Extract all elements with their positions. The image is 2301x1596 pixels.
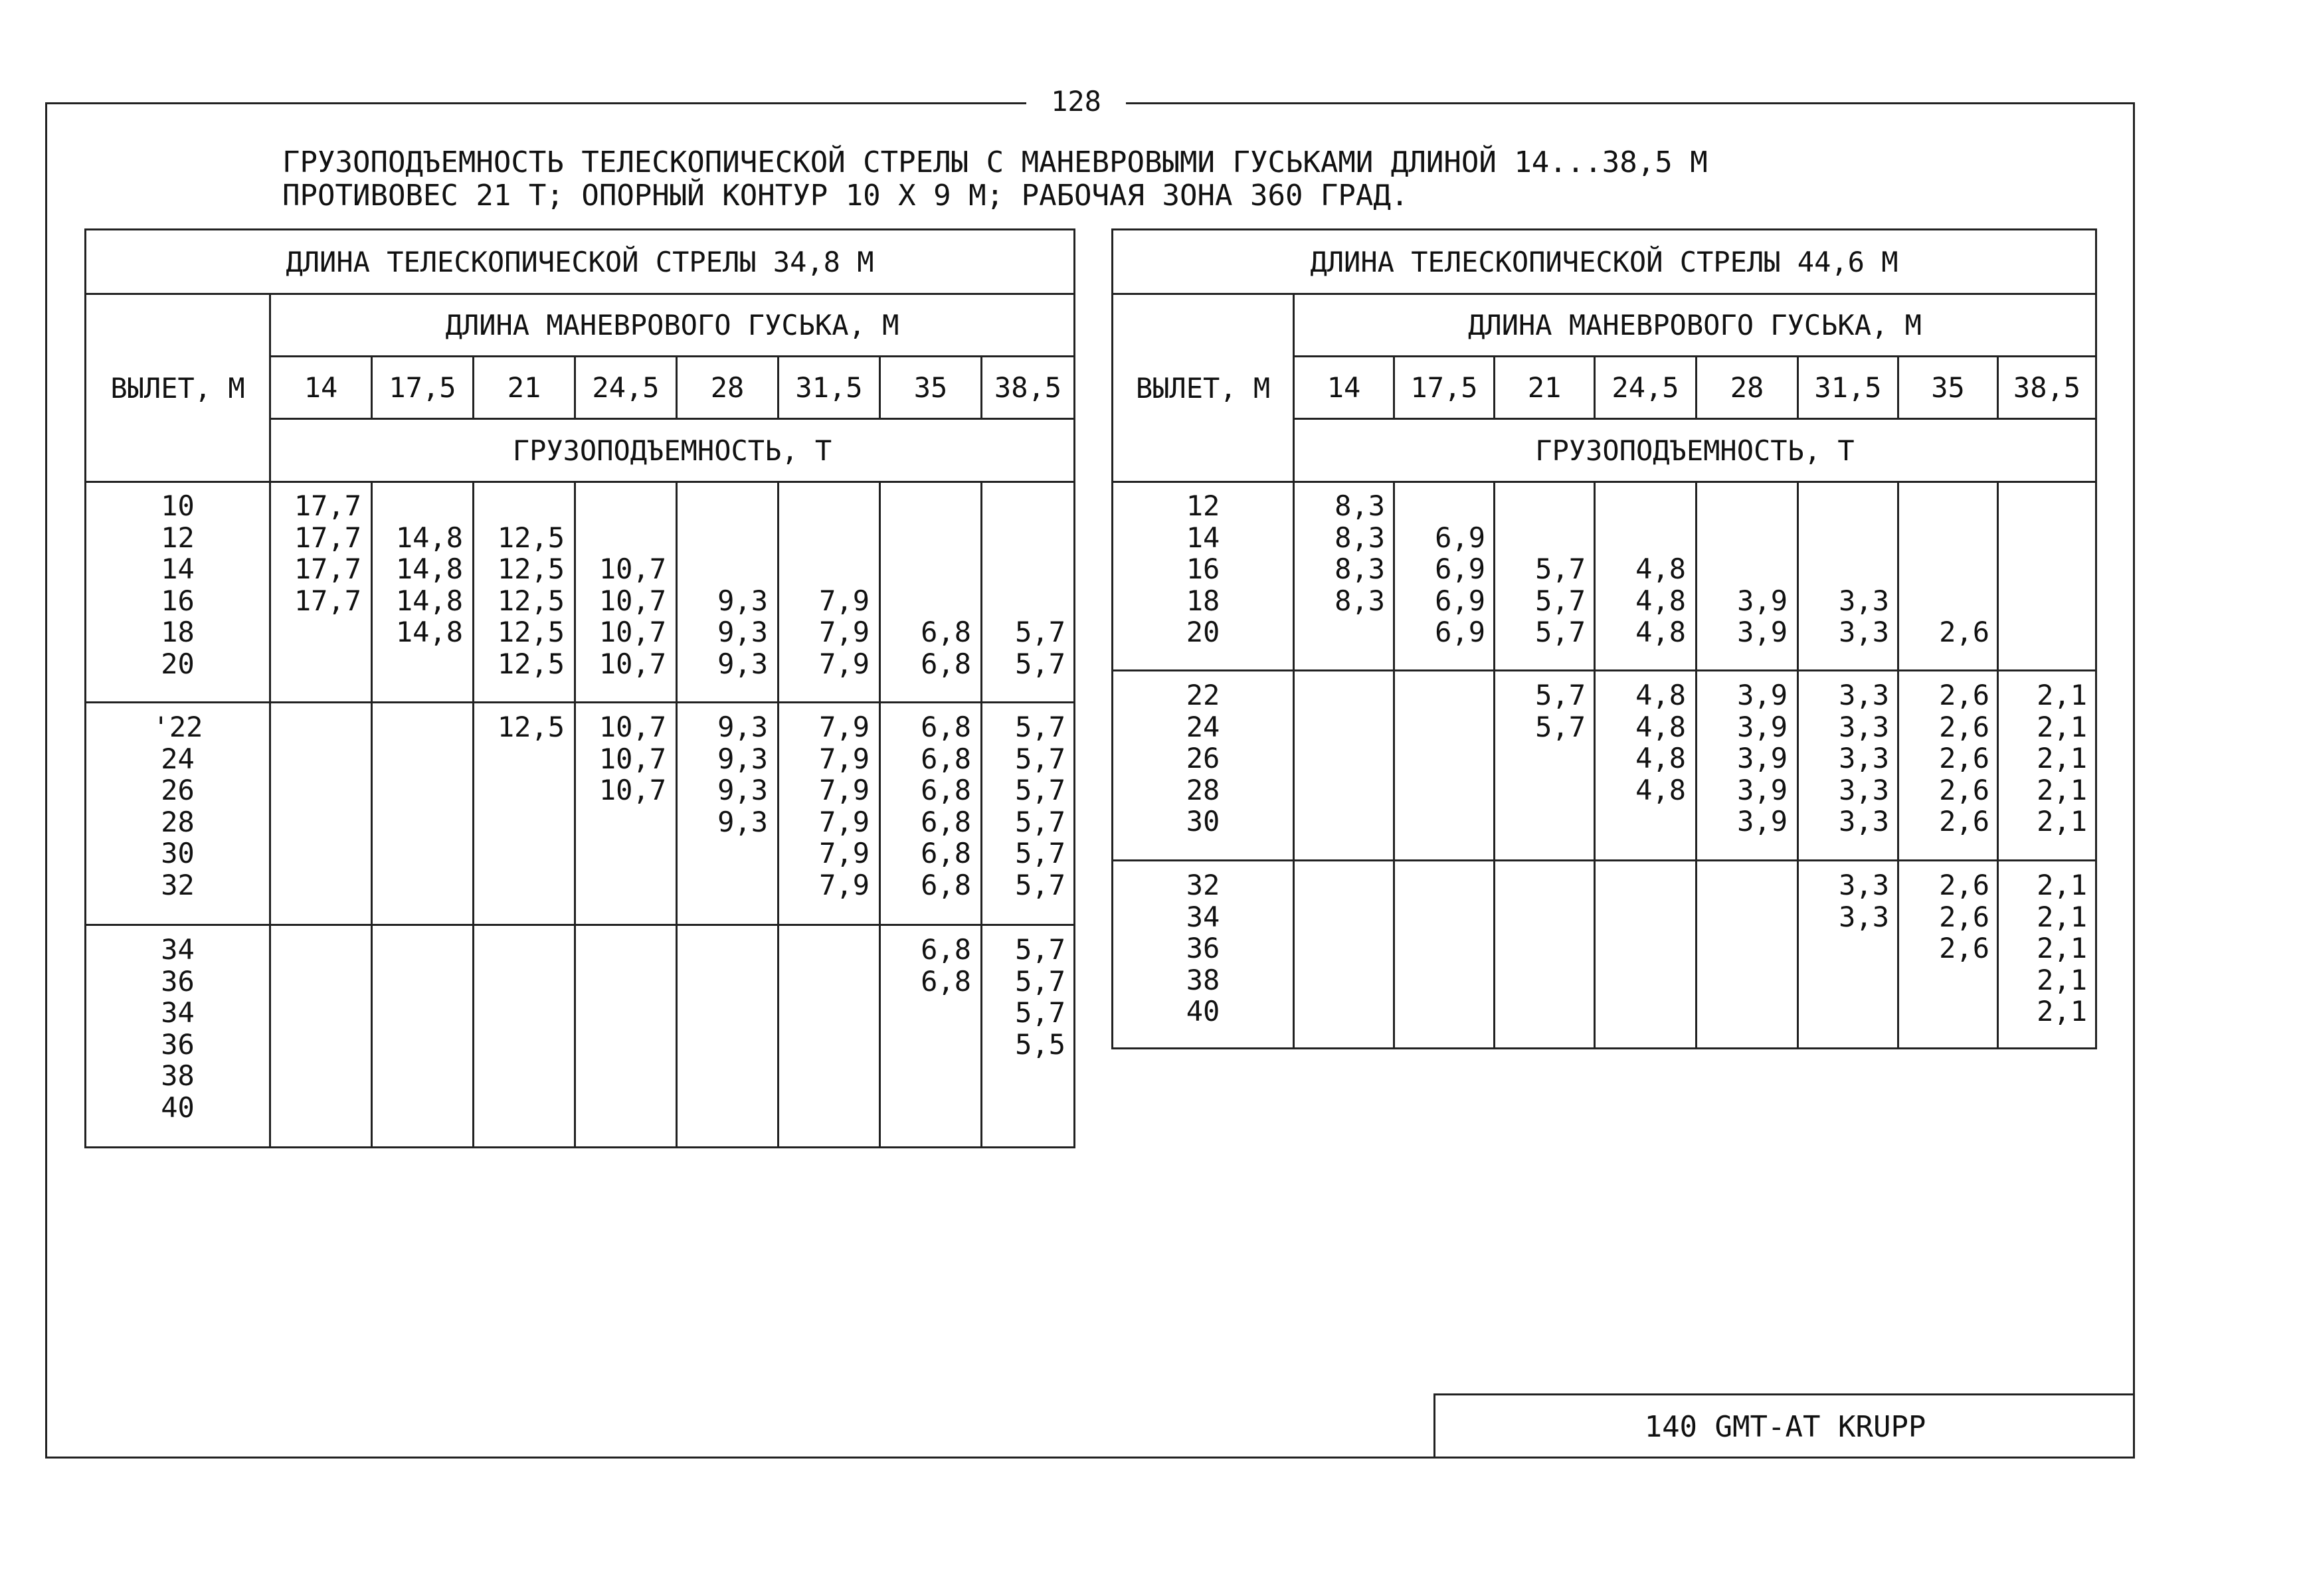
- capacity-header: ГРУЗОПОДЪЕМНОСТЬ, Т: [512, 434, 832, 467]
- jib-length-31-5: 31,5: [795, 371, 863, 404]
- capacity-column: 9,3 9,3 9,3 9,3: [717, 711, 768, 838]
- capacity-column: 3,3 3,3: [1839, 869, 1889, 933]
- boom-length-header: ДЛИНА ТЕЛЕСКОПИЧЕСКОЙ СТРЕЛЫ 44,6 М: [1310, 245, 1898, 278]
- capacity-header: ГРУЗОПОДЪЕМНОСТЬ, Т: [1535, 434, 1855, 467]
- capacity-column: 5,7 5,7: [1535, 679, 1586, 743]
- jib-length-24-5: 24,5: [1611, 371, 1679, 404]
- jib-length-35: 35: [1931, 371, 1965, 404]
- jib-length-28: 28: [1730, 371, 1764, 404]
- jib-length-35: 35: [913, 371, 948, 404]
- table-left: [84, 228, 1075, 1148]
- jib-length-38-5: 38,5: [2013, 371, 2081, 404]
- capacity-column: 8,3 8,3 8,3 8,3: [1335, 489, 1385, 617]
- capacity-column: 5,7 5,7: [1015, 616, 1065, 680]
- capacity-column: 7,9 7,9 7,9: [819, 584, 870, 680]
- capacity-column: 17,7 17,7 17,7 17,7: [294, 489, 361, 617]
- jib-length-31-5: 31,5: [1814, 371, 1882, 404]
- radius-header: ВЫЛЕТ, М: [1135, 371, 1271, 404]
- jib-length-28: 28: [710, 371, 745, 404]
- capacity-column: 6,8 6,8 6,8 6,8 6,8 6,8: [921, 711, 971, 901]
- capacity-column: 5,7 5,7 5,7 5,7 5,7 5,7: [1015, 711, 1065, 901]
- capacity-column: 10,7 10,7 10,7 10,7: [598, 553, 666, 680]
- capacity-column: 3,9 3,9: [1737, 584, 1788, 648]
- capacity-column: 2,6 2,6 2,6 2,6 2,6: [1939, 679, 1989, 838]
- radius-values: 12 14 16 18 20: [1186, 489, 1220, 648]
- capacity-column: 12,5: [497, 711, 565, 743]
- jib-length-header: ДЛИНА МАНЕВРОВОГО ГУСЬКА, М: [445, 309, 899, 341]
- radius-values: 22 24 26 28 30: [1186, 679, 1220, 838]
- title-line-1: ГРУЗОПОДЪЕМНОСТЬ ТЕЛЕСКОПИЧЕСКОЙ СТРЕЛЫ С МАНЕВРОВЫМИ ГУСЬКАМИ ДЛИНОЙ 14...38,5 М: [282, 145, 1708, 179]
- capacity-column: 6,8 6,8: [921, 933, 971, 998]
- page-number: 128: [1026, 78, 1126, 125]
- capacity-column: 4,8 4,8 4,8: [1635, 553, 1686, 648]
- capacity-column: 6,8 6,8: [921, 616, 971, 680]
- capacity-column: 10,7 10,7 10,7: [598, 711, 666, 806]
- boom-length-header: ДЛИНА ТЕЛЕСКОПИЧЕСКОЙ СТРЕЛЫ 34,8 М: [286, 245, 874, 278]
- capacity-column: 9,3 9,3 9,3: [717, 584, 768, 680]
- table-right: [1111, 228, 2097, 1049]
- jib-length-17-5: 17,5: [1410, 371, 1478, 404]
- page-title: [282, 146, 1708, 213]
- capacity-column: 5,7 5,7 5,7: [1535, 553, 1586, 648]
- capacity-column: 14,8 14,8 14,8 14,8: [395, 521, 463, 648]
- capacity-column: 2,1 2,1 2,1 2,1 2,1: [2037, 679, 2087, 838]
- jib-length-14: 14: [1327, 371, 1361, 404]
- capacity-column: 2,1 2,1 2,1 2,1 2,1: [2037, 869, 2087, 1027]
- capacity-column: 3,9 3,9 3,9 3,9 3,9: [1737, 679, 1788, 838]
- title-line-2: ПРОТИВОВЕС 21 Т; ОПОРНЫЙ КОНТУР 10 Х 9 М; РАБОЧАЯ ЗОНА 360 ГРАД.: [282, 179, 1409, 213]
- jib-length-header: ДЛИНА МАНЕВРОВОГО ГУСЬКА, М: [1468, 309, 1922, 341]
- title-block-stamp: 140 GMT-AT KRUPP: [1433, 1393, 2135, 1459]
- capacity-column: 6,9 6,9 6,9 6,9: [1435, 521, 1485, 648]
- capacity-column: 3,3 3,3: [1839, 584, 1889, 648]
- jib-length-21: 21: [1527, 371, 1562, 404]
- capacity-column: 3,3 3,3 3,3 3,3 3,3: [1839, 679, 1889, 838]
- jib-length-14: 14: [304, 371, 338, 404]
- capacity-column: 7,9 7,9 7,9 7,9 7,9 7,9: [819, 711, 870, 901]
- radius-header: ВЫЛЕТ, М: [110, 371, 245, 404]
- jib-length-38-5: 38,5: [994, 371, 1062, 404]
- radius-values: 10 12 14 16 18 20: [161, 489, 195, 680]
- capacity-column: 5,7 5,7 5,7 5,5: [1015, 933, 1065, 1061]
- jib-length-21: 21: [507, 371, 541, 404]
- capacity-column: 2,6: [1939, 616, 1989, 648]
- jib-length-24-5: 24,5: [592, 371, 660, 404]
- radius-values: 32 34 36 38 40: [1186, 869, 1220, 1027]
- capacity-column: 4,8 4,8 4,8 4,8: [1635, 679, 1686, 806]
- capacity-column: 12,5 12,5 12,5 12,5 12,5: [497, 521, 565, 680]
- radius-values: 34 36 34 36 38 40: [161, 933, 195, 1124]
- jib-length-17-5: 17,5: [389, 371, 456, 404]
- capacity-column: 2,6 2,6 2,6: [1939, 869, 1989, 964]
- radius-values: '22 24 26 28 30 32: [152, 711, 203, 901]
